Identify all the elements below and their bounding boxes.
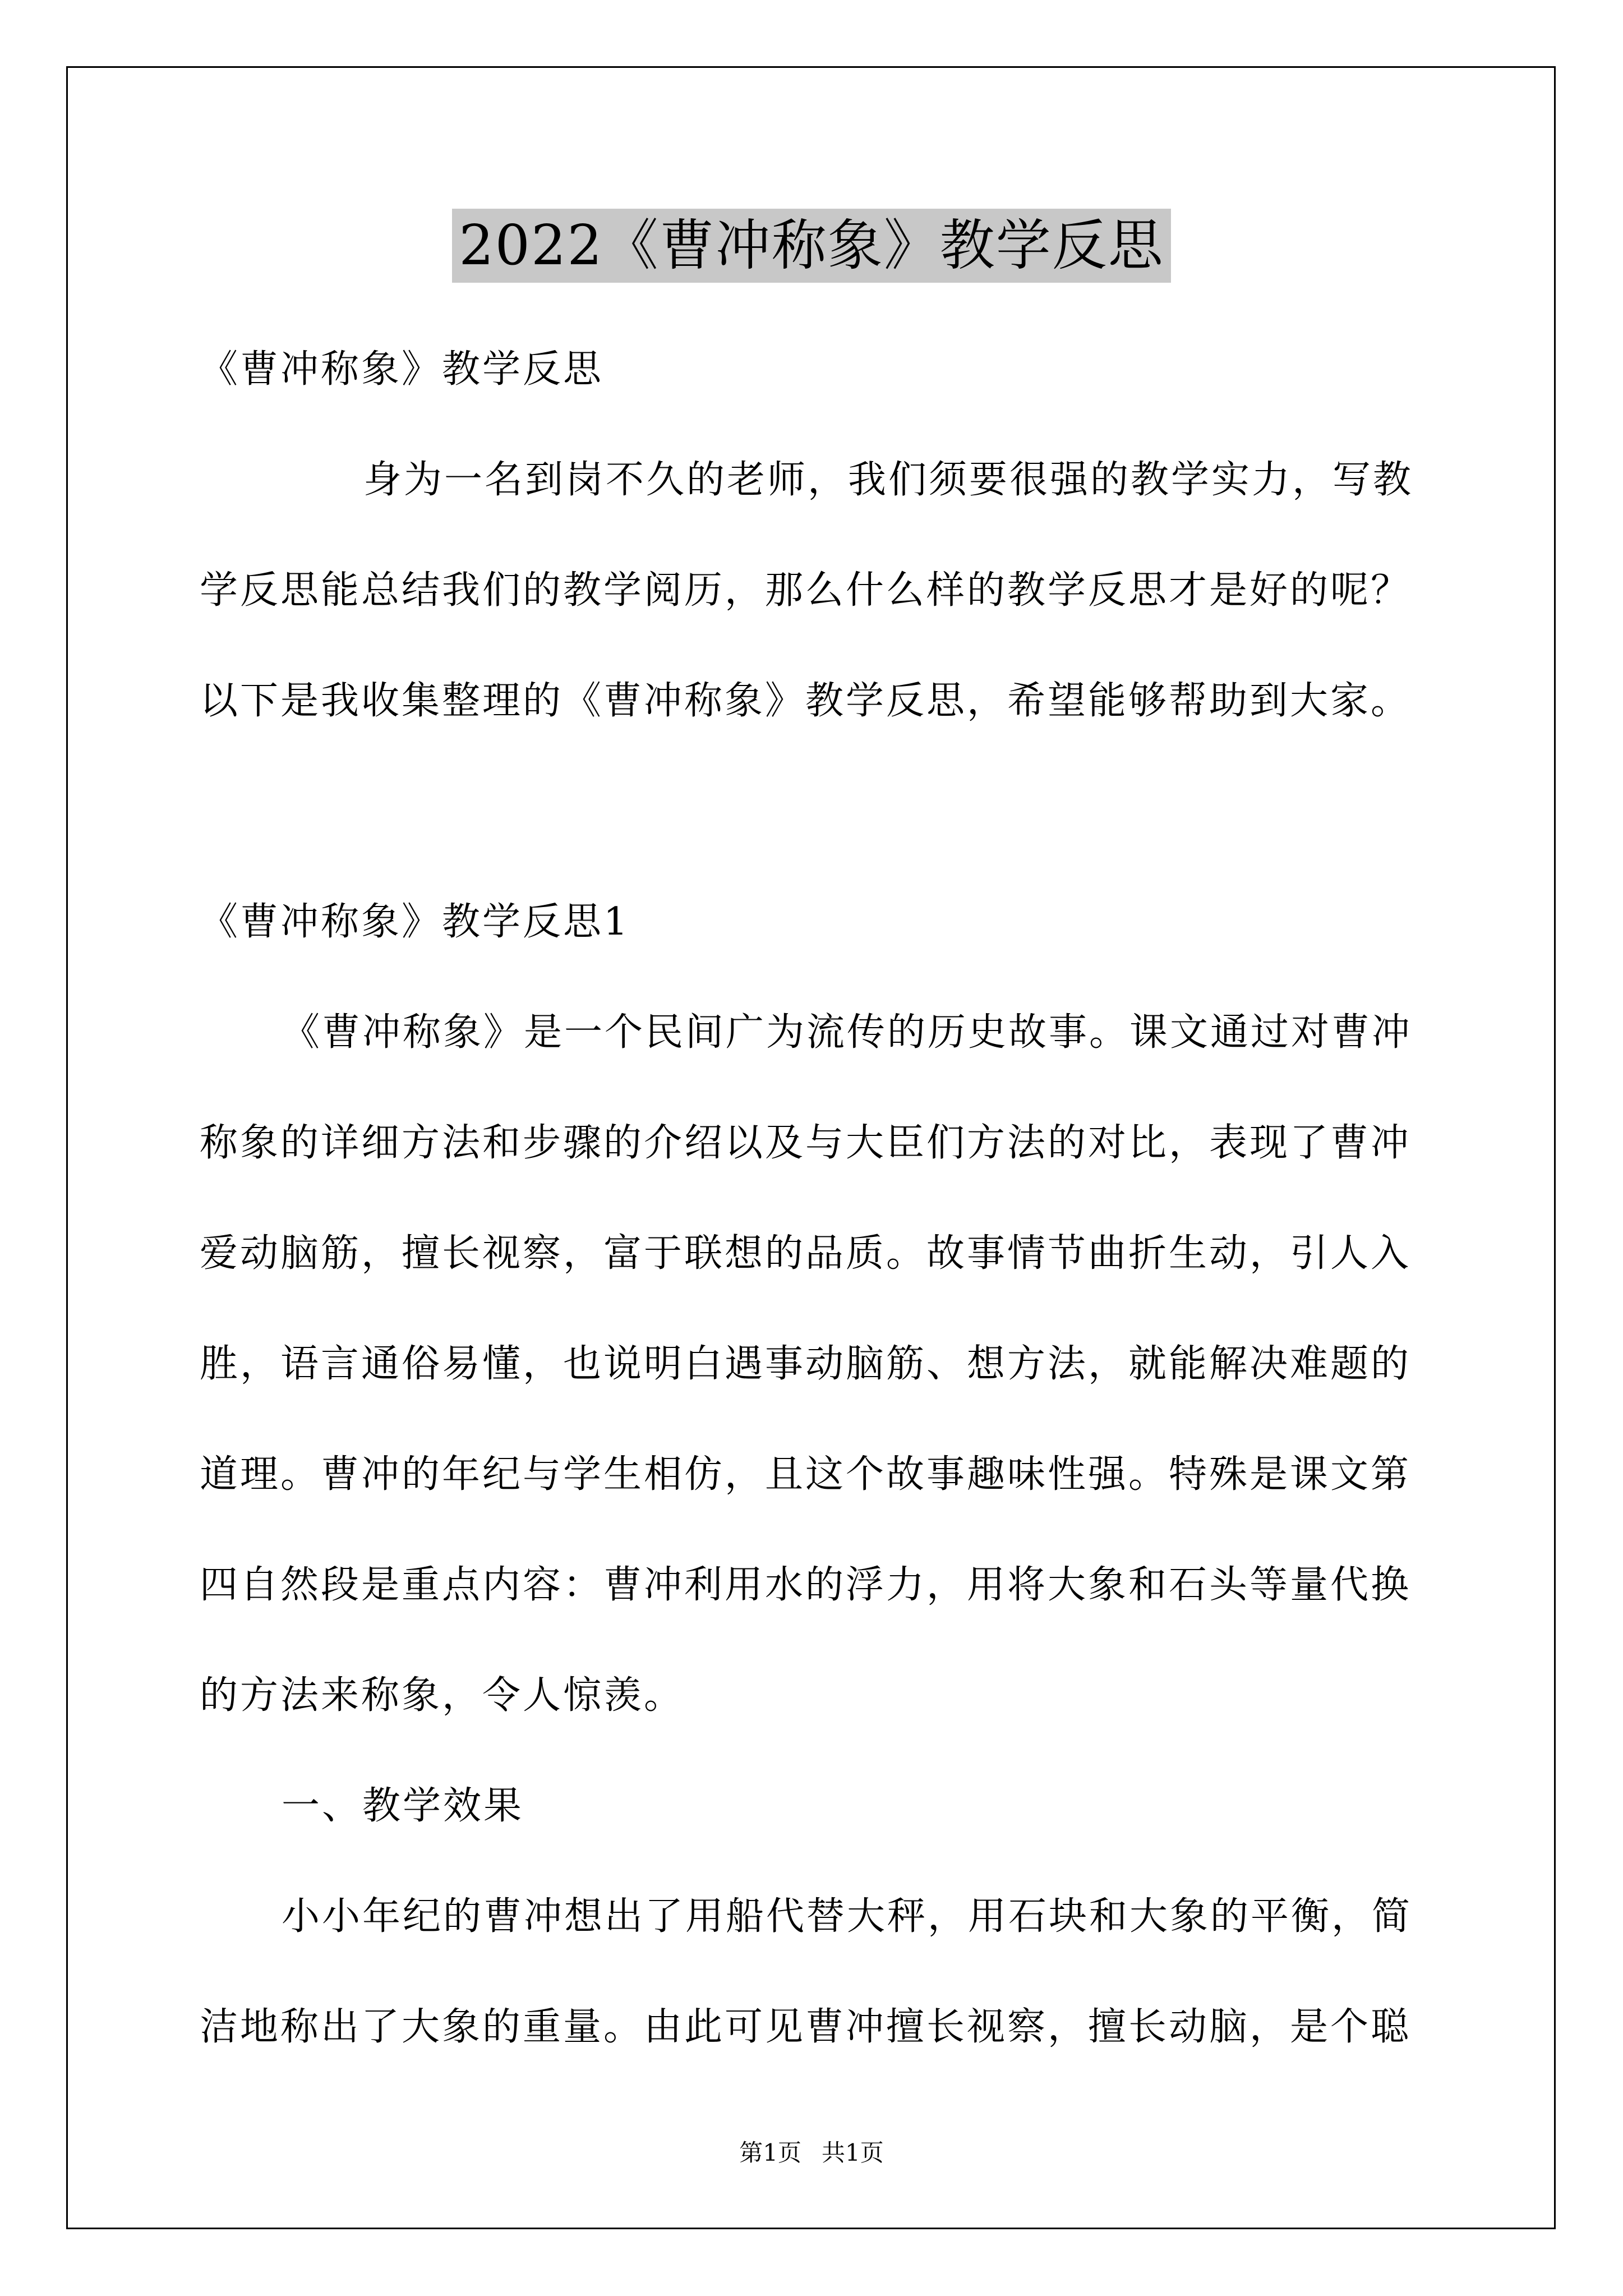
paragraph-line: 洁地称出了大象的重量。由此可见曹冲擅长视察，擅长动脑，是个聪 [200, 2005, 1412, 2049]
page-total: 共1页 [822, 2139, 884, 2166]
document-body [200, 314, 1433, 2082]
section-heading: 《曹冲称象》教学反思1 [200, 900, 630, 944]
paragraph-line: 小小年纪的曹冲想出了用船代替大秤，用石块和大象的平衡，简 [282, 1894, 1413, 1939]
paragraph-line: 道理。曹冲的年纪与学生相仿，且这个故事趣味性强。特殊是课文第 [200, 1452, 1412, 1497]
page-number: 第1页 [739, 2139, 801, 2166]
subsection-heading: 一、教学效果 [282, 1784, 524, 1828]
title-container [0, 209, 1623, 283]
blank-line [200, 756, 1433, 867]
paragraph-line: 称象的详细方法和步骤的介绍以及与大臣们方法的对比，表现了曹冲 [200, 1121, 1412, 1165]
paragraph-line: 爱动脑筋，擅长视察，富于联想的品质。故事情节曲折生动，引人入 [200, 1231, 1412, 1276]
paragraph-line: 胜，语言通俗易懂，也说明白遇事动脑筋、想方法，就能解决难题的 [200, 1342, 1412, 1386]
paragraph-line: 以下是我收集整理的《曹冲称象》教学反思，希望能够帮助到大家。 [200, 679, 1412, 723]
document-title: 2022《曹冲称象》教学反思 [452, 209, 1170, 283]
paragraph-line: 的方法来称象，令人惊羡。 [200, 1673, 685, 1718]
paragraph-line: 《曹冲称象》是一个民间广为流传的历史故事。课文通过对曹冲 [282, 1010, 1413, 1055]
page-footer [0, 2136, 1623, 2170]
section-heading: 《曹冲称象》教学反思 [200, 347, 604, 392]
paragraph-line: 学反思能总结我们的教学阅历，那么什么样的教学反思才是好的呢？ [200, 568, 1412, 613]
paragraph-line: 四自然段是重点内容：曹冲利用水的浮力，用将大象和石头等量代换 [200, 1563, 1412, 1607]
paragraph-line: 身为一名到岗不久的老师，我们须要很强的教学实力，写教 [363, 458, 1414, 502]
